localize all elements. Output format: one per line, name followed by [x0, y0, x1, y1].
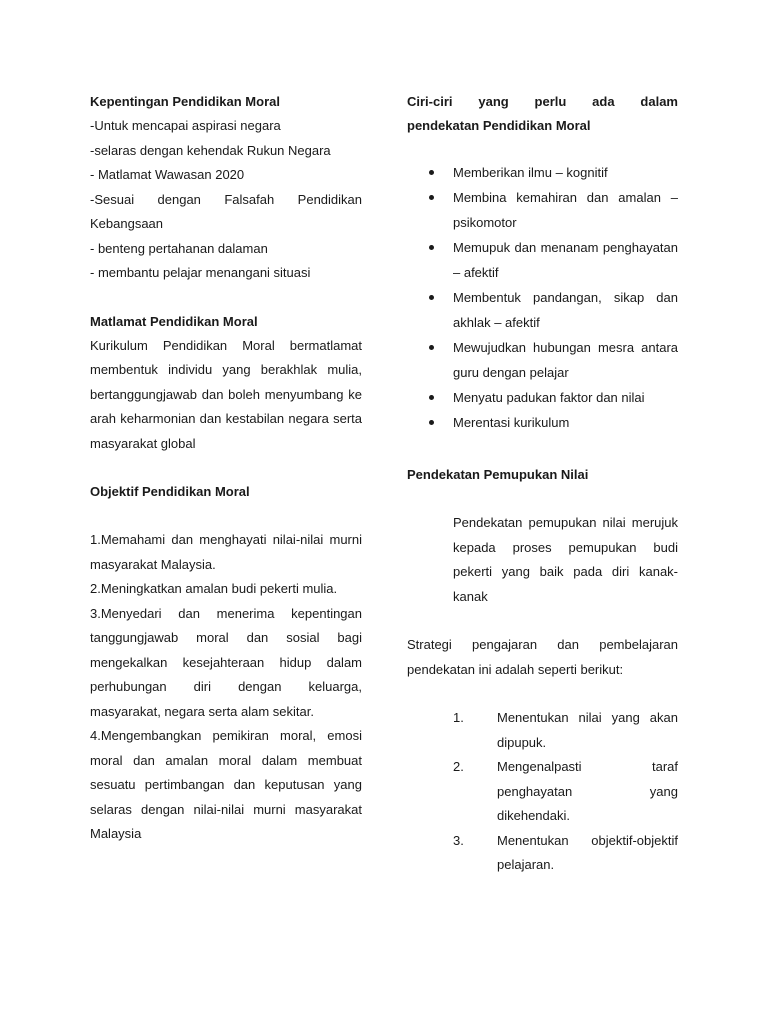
kepentingan-line: -selaras dengan kehendak Rukun Negara	[90, 142, 331, 158]
objektif-item: 2.Meningkatkan amalan budi pekerti mulia.	[90, 581, 338, 596]
kepentingan-line: - membantu pelajar menangani situasi	[90, 265, 311, 280]
step-text: Menentukan objektif-objektif pelajaran.	[497, 832, 678, 872]
bullet-icon	[429, 170, 434, 175]
ciri-heading-line2: pendekatan Pendidikan Moral	[407, 118, 591, 133]
bullet-icon	[429, 345, 434, 350]
step-text: Mengenalpasti taraf penghayatan yang dikehendaki.	[497, 759, 678, 823]
list-item: Menyatu padukan faktor dan nilai	[407, 385, 678, 410]
list-item: Membentuk pandangan, sikap dan akhlak – afektif	[407, 285, 678, 335]
pemupukan-heading: Pendekatan Pemupukan Nilai	[407, 467, 589, 482]
list-item: Membina kemahiran dan amalan – psikomotor	[407, 185, 678, 235]
kepentingan-line: - Matlamat Wawasan 2020	[90, 167, 245, 182]
matlamat-heading: Matlamat Pendidikan Moral	[90, 313, 258, 329]
list-item: Memberikan ilmu – kognitif	[407, 160, 678, 185]
list-item: Mewujudkan hubungan mesra antara guru dengan pelajar	[407, 335, 678, 385]
matlamat-paragraph: Kurikulum Pendidikan Moral bermatlamat membentuk individu yang berakhlak mulia, bertanggungjawab dan boleh menyumbang ke arah keharmonian dan kestabilan negara serta masyarakat global	[90, 337, 362, 451]
bullet-icon	[429, 245, 434, 250]
bullet-icon	[429, 195, 434, 200]
step-text: Menentukan nilai yang akan dipupuk.	[497, 710, 678, 750]
list-item	[407, 706, 678, 755]
bullet-icon	[429, 420, 434, 425]
ciri-bullet-list	[407, 160, 678, 435]
step-number: 3.	[453, 832, 464, 848]
objektif-item: 4.Mengembangkan pemikiran moral, emosi moral dan amalan moral dalam membuat sesuatu pertimbangan dan keputusan yang selaras dengan nilai-nilai murni masyarakat Malaysia	[90, 728, 362, 841]
list-item	[407, 755, 678, 829]
bullet-icon	[429, 295, 434, 300]
kepentingan-line: -Sesuai dengan Falsafah Pendidikan	[90, 191, 362, 207]
objektif-heading: Objektif Pendidikan Moral	[90, 484, 250, 499]
right-column	[407, 90, 678, 878]
strategi-step-list	[407, 706, 678, 878]
kepentingan-line: -Untuk mencapai aspirasi negara	[90, 118, 281, 133]
strategi-paragraph: Strategi pengajaran dan pembelajaran pendekatan ini adalah seperti berikut:	[407, 637, 678, 677]
objektif-item: 1.Memahami dan menghayati nilai-nilai murni masyarakat Malaysia.	[90, 532, 362, 572]
bullet-icon	[429, 395, 434, 400]
ciri-heading-line1: Ciri-ciri yang perlu ada dalam	[407, 94, 678, 109]
kepentingan-line: - benteng pertahanan dalaman	[90, 240, 268, 256]
kepentingan-heading: Kepentingan Pendidikan Moral	[90, 94, 280, 109]
left-column	[90, 90, 362, 847]
step-number: 2.	[453, 759, 464, 774]
step-number: 1.	[453, 710, 464, 725]
list-item	[407, 829, 678, 878]
pemupukan-indented-paragraph: Pendekatan pemupukan nilai merujuk kepada proses pemupukan budi pekerti yang baik pada diri kanak-kanak	[453, 515, 678, 604]
kepentingan-line: Kebangsaan	[90, 216, 164, 231]
list-item: Memupuk dan menanam penghayatan – afektif	[407, 235, 678, 285]
objektif-item: 3.Menyedari dan menerima kepentingan tanggungjawab moral dan sosial bagi mengekalkan kesejahteraan hidup dalam perhubungan diri dengan keluarga, masyarakat, negara serta alam sekitar.	[90, 605, 362, 719]
list-item: Merentasi kurikulum	[407, 410, 678, 435]
